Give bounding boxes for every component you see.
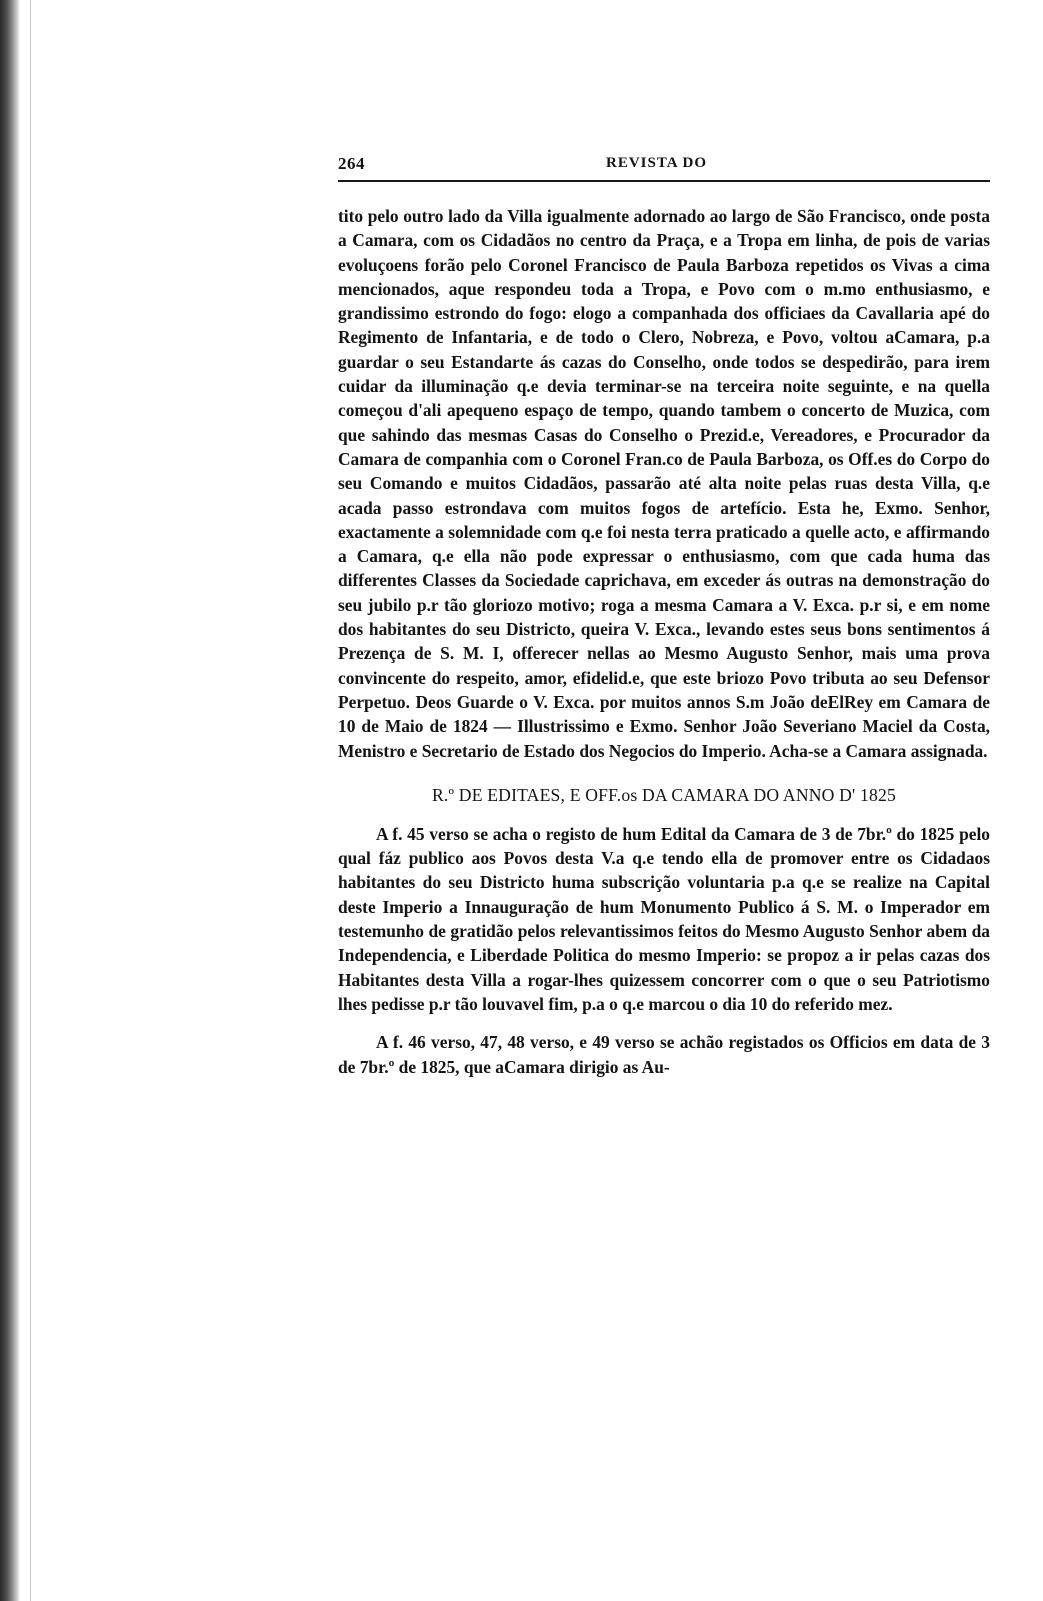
continuation-paragraph: tito pelo outro lado da Villa igualmente adornado ao largo de São Francisco, onde posta a Camara, com os Cidadãos no centro da Praça, e a Tropa em linha, de pois de varias evoluçoens forão pelo Coronel Francisco de Paula Barboza repetidos os Vivas a cima mencionados, aque respondeu toda a Tropa, e Povo com o m.mo enthusiasmo, e grandissimo estrondo do fogo: elogo a companhada dos officiaes da Cavallaria apé do Regimento de Infantaria, e de todo o Clero, Nobreza, e Povo, voltou aCamara, p.a guardar o seu Estandarte ás cazas do Conselho, onde todos se despedirão, para irem cuidar da illuminação q.e devia terminar-se na terceira noite seguinte, e na quella começou d'ali apequeno espaço de tempo, quando tambem o concerto de Muzica, com que sahindo das mesmas Casas do Conselho o Prezid.e, Vereadores, e Procurador da Camara de companhia com o Coronel Fran.co de Paula Barboza, os Off.es do Corpo do seu Comando e muitos Cidadãos, passarão até alta noite pelas ruas desta Villa, q.e acada passo estrondava com muitos fogos de artefício. Esta he, Exmo. Senhor, exactamente a solemnidade com q.e foi nesta terra praticado a quelle acto, e affirmando a Camara, q.e ella não pode expressar o enthusiasmo, com que cada huma das differentes Classes da Sociedade caprichava, em exceder ás outras na demonstração do seu jubilo p.r tão gloriozo motivo; roga a mesma Camara a V. Exca. p.r si, e em nome dos habitantes do seu Districto, queira V. Exca., levando estes seus bons sentimentos á Prezença de S. M. I, offerecer nellas ao Mesmo Augusto Senhor, mais uma prova convincente do respeito, amor, efidelid.e, que este briozo Povo tributa ao seu Defensor Perpetuo. Deos Guarde o V. Exca. por muitos annos S.m João deElRey em Camara de 10 de Maio de 1824 — Illustrissimo e Exmo. Senhor João Severiano Maciel da Costa, Menistro e Secretario de Estado dos Negocios do Imperio. Acha-se a Camara assignada. <box>338 206 990 761</box>
document-page <box>338 150 990 1093</box>
register-entry: A f. 46 verso, 47, 48 verso, e 49 verso se achão registados os Officios em data de 3 de 7br.º de 1825, que aCamara dirigio as Au- <box>338 1032 990 1077</box>
register-entry: A f. 45 verso se acha o registo de hum Edital da Camara de 3 de 7br.º do 1825 pelo qual fáz publico aos Povos desta V.a q.e tendo ella de promover entre os Cidadaos habitantes do seu Districto huma subscrição voluntaria p.a q.e se realize na Capital deste Imperio a Innauguração de hum Monumento Publico á S. M. o Imperador em testemunho de gratidão pelos relevantissimos feitos do Mesmo Augusto Senhor abem da Independencia, e Liberdade Politica do mesmo Imperio: se propoz a ir pelas cazas dos Habitantes desta Villa a rogar-lhes quizessem concorrer com o que o seu Patriotismo lhes pedisse p.r tão louvavel fim, p.a o q.e marcou o dia 10 do referido mez. <box>338 823 990 1014</box>
book-binding-edge <box>0 0 20 1601</box>
page-number: 264 <box>338 154 365 173</box>
body-text <box>338 204 990 763</box>
page-header <box>338 150 990 182</box>
section-title: R.º DE EDITAES, E OFF.os DA CAMARA DO ANNO D' 1825 <box>432 784 896 805</box>
running-head: REVISTA DO <box>606 155 707 171</box>
gutter-line <box>30 0 31 1601</box>
